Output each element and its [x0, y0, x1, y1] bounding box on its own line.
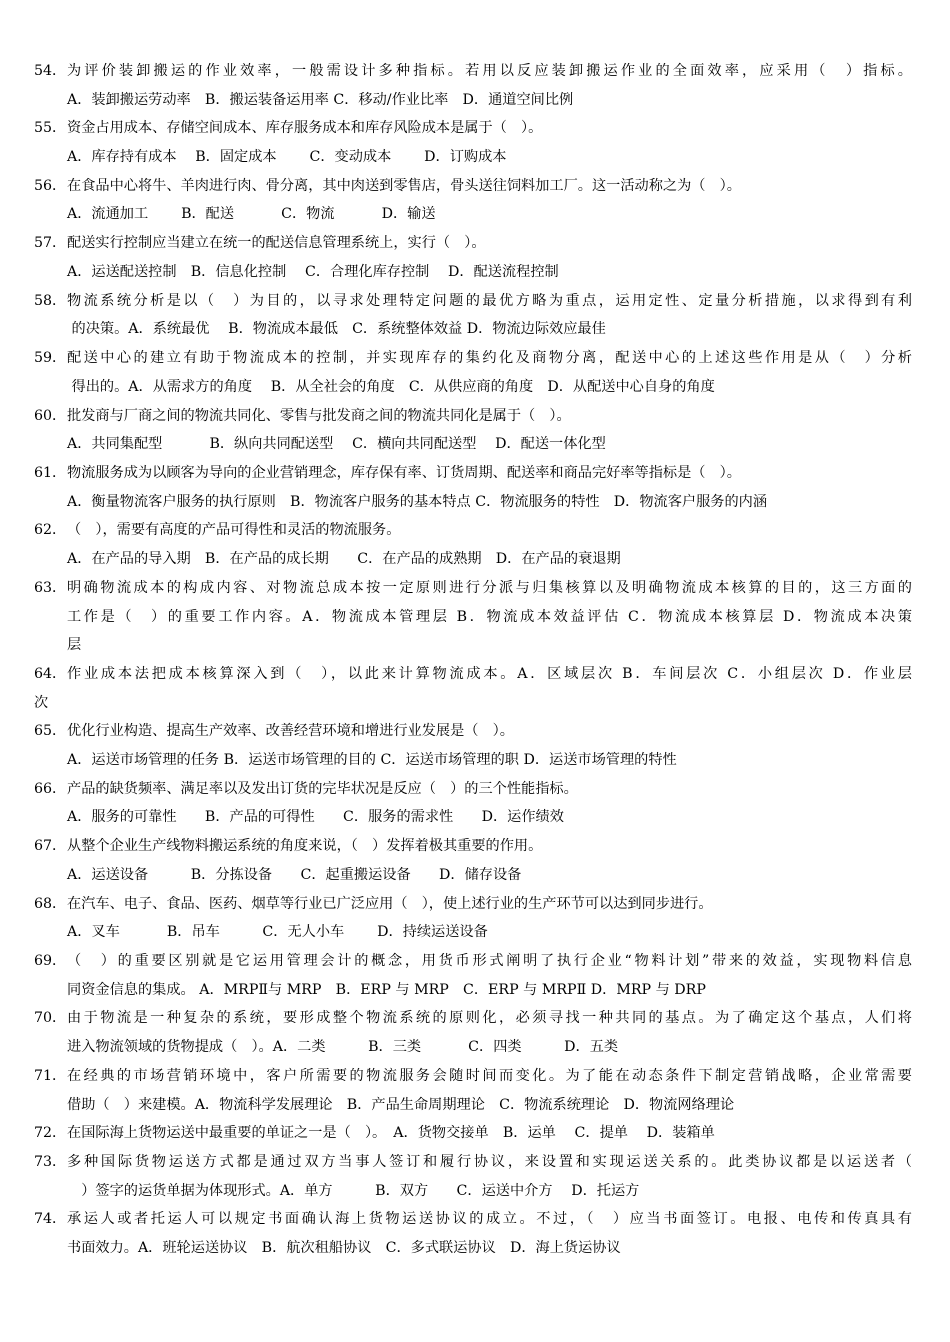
question-stem-continuation: 借助（ ）来建模。A．物流科学发展理论 B．产品生命周期理论 C．物流系统理论 D．物流网络理论	[67, 1097, 735, 1113]
question-options: A．衡量物流客户服务的执行原则 B．物流客户服务的基本特点 C．物流服务的特性 D．物流客户服务的内涵	[67, 494, 768, 510]
question-number: 62．	[34, 522, 67, 538]
question-number: 74．	[34, 1211, 67, 1227]
question-number: 71．	[34, 1068, 67, 1084]
question-stem: 在汽车、电子、食品、医药、烟草等行业已广泛应用（ ），使上述行业的生产环节可以达到同步进行。	[67, 896, 713, 912]
question-stem-continuation: 进入物流领域的货物提成（ ）。A．二类 B．三类 C．四类 D．五类	[67, 1039, 619, 1055]
question-number: 67．	[34, 838, 67, 854]
question-stem-continuation: 得出的。A．从需求方的角度 B．从全社会的角度 C．从供应商的角度 D．从配送中心自身的角度	[67, 379, 715, 395]
question-stem-continuation: 层	[67, 637, 82, 653]
question-stem: 在经典的市场营销环境中，客户所需要的物流服务会随时间而变化。为了能在动态条件下制定营销战略，企业常需要	[67, 1068, 912, 1084]
question-number: 73．	[34, 1154, 67, 1170]
question-options: A．服务的可靠性 B．产品的可得性 C．服务的需求性 D．运作绩效	[67, 809, 564, 825]
question-stem-continuation: 的决策。A．系统最优 B．物流成本最低 C．系统整体效益 D．物流边际效应最佳	[67, 321, 606, 337]
question-number: 70．	[34, 1010, 67, 1026]
question-number: 66．	[34, 781, 67, 797]
question-options: A．运送市场管理的任务 B．运送市场管理的目的 C．运送市场管理的职 D．运送市场管理的特性	[67, 752, 677, 768]
question-stem: 物流服务成为以顾客为导向的企业营销理念，库存保有率、订货周期、配送率和商品完好率等指标是（ ）。	[67, 465, 741, 481]
question-stem: 产品的缺货频率、满足率以及发出订货的完毕状况是反应（ ）的三个性能指标。	[67, 781, 578, 797]
question-options: A．流通加工 B．配送 C．物流 D．输送	[67, 206, 436, 222]
question-stem: 承运人或者托运人可以规定书面确认海上货物运送协议的成立。不过，（ ）应当书面签订。电报、电传和传真具有	[67, 1211, 912, 1227]
question-options: A．共同集配型 B．纵向共同配送型 C．横向共同配送型 D．配送一体化型	[67, 436, 606, 452]
question-number: 58．	[34, 293, 67, 309]
question-number: 60．	[34, 408, 67, 424]
question-number: 63．	[34, 580, 67, 596]
question-options: A．装卸搬运劳动率 B．搬运装备运用率 C．移动/作业比率 D．通道空间比例	[67, 92, 574, 108]
question-stem-continuation: 次	[34, 695, 49, 711]
question-stem: 批发商与厂商之间的物流共同化、零售与批发商之间的物流共同化是属于（ ）。	[67, 408, 571, 424]
question-number: 56．	[34, 178, 67, 194]
question-stem: 在国际海上货物运送中最重要的单证之一是（ ）。 A．货物交接单 B．运单 C．提单 D．装箱单	[67, 1125, 715, 1141]
question-options: A．运送配送控制 B．信息化控制 C．合理化库存控制 D．配送流程控制	[67, 264, 559, 280]
question-number: 55．	[34, 120, 67, 136]
question-stem: 在食品中心将牛、羊肉进行肉、骨分离，其中肉送到零售店，骨头送往饲料加工厂。这一活动称之为（ ）。	[67, 178, 741, 194]
question-number: 69．	[34, 953, 67, 969]
question-options: A．运送设备 B．分拣设备 C．起重搬运设备 D．储存设备	[67, 867, 522, 883]
question-stem-continuation: 工作是（ ）的重要工作内容。A．物流成本管理层 B．物流成本效益评估 C．物流成本核算层 D．物流成本决策	[67, 609, 912, 625]
question-number: 68．	[34, 896, 67, 912]
question-stem: （ ），需要有高度的产品可得性和灵活的物流服务。	[67, 522, 401, 538]
question-number: 57．	[34, 235, 67, 251]
question-stem-continuation: 同资金信息的集成。 A．MRPⅡ与 MRP B．ERP 与 MRP C．ERP 与 MRPⅡ D．MRP 与 DRP	[67, 982, 706, 998]
question-stem: 由于物流是一种复杂的系统，要形成整个物流系统的原则化，必须寻找一种共同的基点。为了确定这个基点，人们将	[67, 1010, 912, 1026]
question-options: A．在产品的导入期 B．在产品的成长期 C．在产品的成熟期 D．在产品的衰退期	[67, 551, 621, 567]
question-stem: 明确物流成本的构成内容、对物流总成本按一定原则进行分派与归集核算以及明确物流成本核算的目的，这三方面的	[67, 580, 912, 596]
question-stem: 物流系统分析是以（ ）为目的，以寻求处理特定问题的最优方略为重点，运用定性、定量分析措施，以求得到有利	[67, 293, 912, 309]
question-number: 72．	[34, 1125, 67, 1141]
question-stem: 作业成本法把成本核算深入到（ ），以此来计算物流成本。A．区域层次 B．车间层次 C．小组层次 D．作业层	[67, 666, 912, 682]
question-number: 61．	[34, 465, 67, 481]
question-stem: 从整个企业生产线物料搬运系统的角度来说，（ ）发挥着极其重要的作用。	[67, 838, 543, 854]
question-stem: 配送实行控制应当建立在统一的配送信息管理系统上，实行（ ）。	[67, 235, 486, 251]
question-options: A．库存持有成本 B．固定成本 C．变动成本 D．订购成本	[67, 149, 507, 165]
question-stem: 配送中心的建立有助于物流成本的控制，并实现库存的集约化及商物分离，配送中心的上述这些作用是从（ ）分析	[67, 350, 912, 366]
question-stem: 为评价装卸搬运的作业效率，一般需设计多种指标。若用以反应装卸搬运作业的全面效率，应采用（ ）指标。	[67, 63, 912, 79]
question-number: 64．	[34, 666, 67, 682]
question-stem: 资金占用成本、存储空间成本、库存服务成本和库存风险成本是属于（ ）。	[67, 120, 543, 136]
question-stem-continuation: ）签字的运货单据为体现形式。A．单方 B．双方 C．运送中介方 D．托运方	[67, 1183, 640, 1199]
question-number: 54．	[34, 63, 67, 79]
question-number: 59．	[34, 350, 67, 366]
question-stem-continuation: 书面效力。A．班轮运送协议 B．航次租船协议 C．多式联运协议 D．海上货运协议	[67, 1240, 621, 1256]
question-stem: 多种国际货物运送方式都是通过双方当事人签订和履行协议，来设置和实现运送关系的。此类协议都是以运送者（	[67, 1154, 912, 1170]
question-options: A．叉车 B．吊车 C．无人小车 D．持续运送设备	[67, 924, 488, 940]
question-number: 65．	[34, 723, 67, 739]
question-stem: （ ）的重要区别就是它运用管理会计的概念，用货币形式阐明了执行企业“物料计划”带来的效益，实现物料信息	[67, 953, 912, 969]
question-stem: 优化行业构造、提高生产效率、改善经营环境和增进行业发展是（ ）。	[67, 723, 514, 739]
